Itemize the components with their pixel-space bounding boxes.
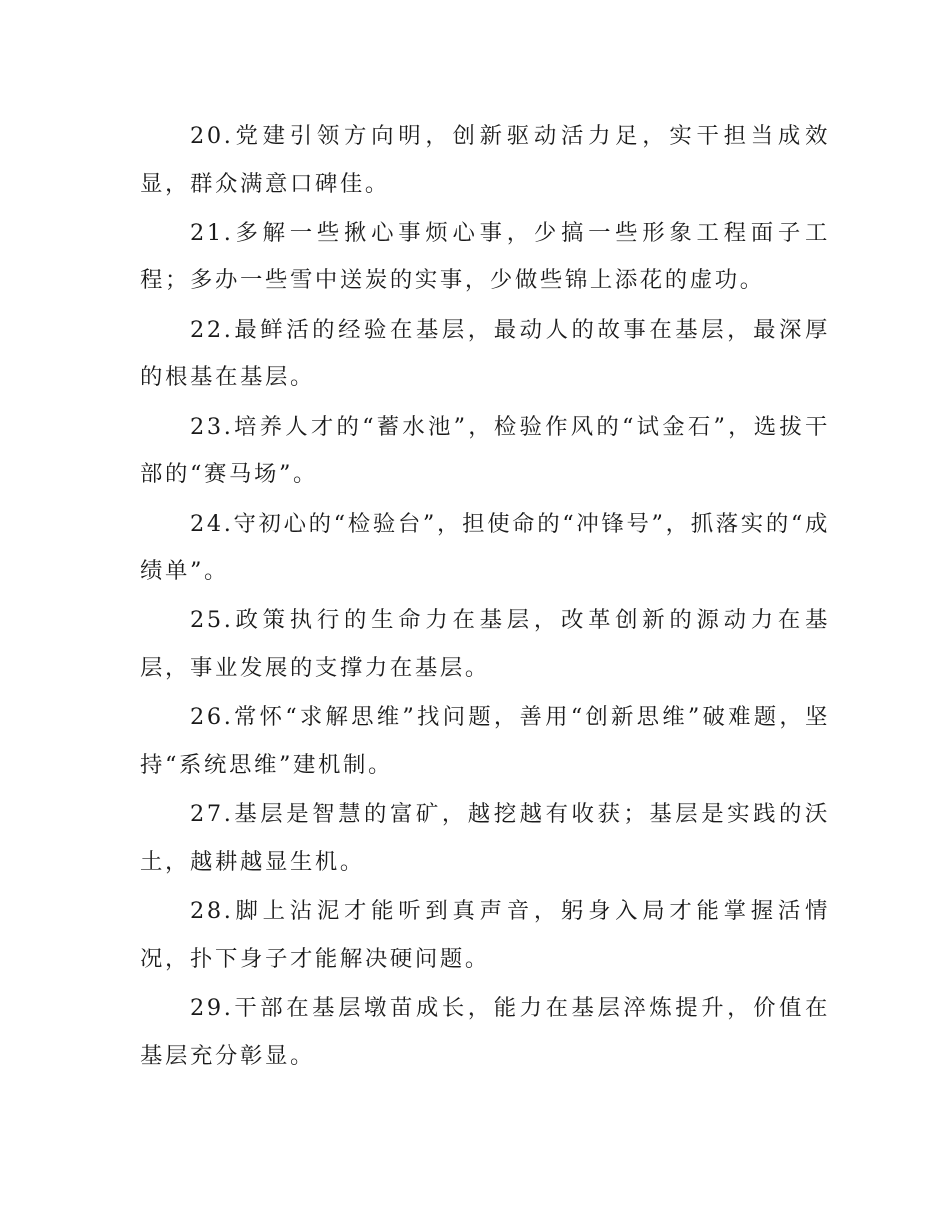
paragraph-26: 26.常怀“求解思维”找问题，善用“创新思维”破难题，坚持“系统思维”建机制。 [140,704,830,778]
paragraph-23: 23.培养人才的“蓄水池”，检验作风的“试金石”，选拔干部的“赛马场”。 [140,413,830,488]
paragraph-29: 29.干部在基层墩苗成长，能力在基层淬炼提升，价值在基层充分彰显。 [140,995,830,1069]
paragraph-25: 25.政策执行的生命力在基层，改革创新的源动力在基层，事业发展的支撑力在基层。 [140,607,830,681]
paragraph-28: 28.脚上沾泥才能听到真声音，躬身入局才能掌握活情况，扑下身子才能解决硬问题。 [140,898,830,972]
paragraph-20: 20.党建引领方向明，创新驱动活力足，实干担当成效显，群众满意口碑佳。 [140,123,830,197]
paragraph-21: 21.多解一些揪心事烦心事，少搞一些形象工程面子工程；多办一些雪中送炭的实事，少做些锦上添花的虚功。 [140,219,830,294]
paragraph-24: 24.守初心的“检验台”，担使命的“冲锋号”，抓落实的“成绩单”。 [140,510,830,585]
document-body [140,113,830,1082]
paragraph-22: 22.最鲜活的经验在基层，最动人的故事在基层，最深厚的根基在基层。 [140,316,830,391]
paragraph-27: 27.基层是智慧的富矿，越挖越有收获；基层是实践的沃土，越耕越显生机。 [140,801,830,875]
